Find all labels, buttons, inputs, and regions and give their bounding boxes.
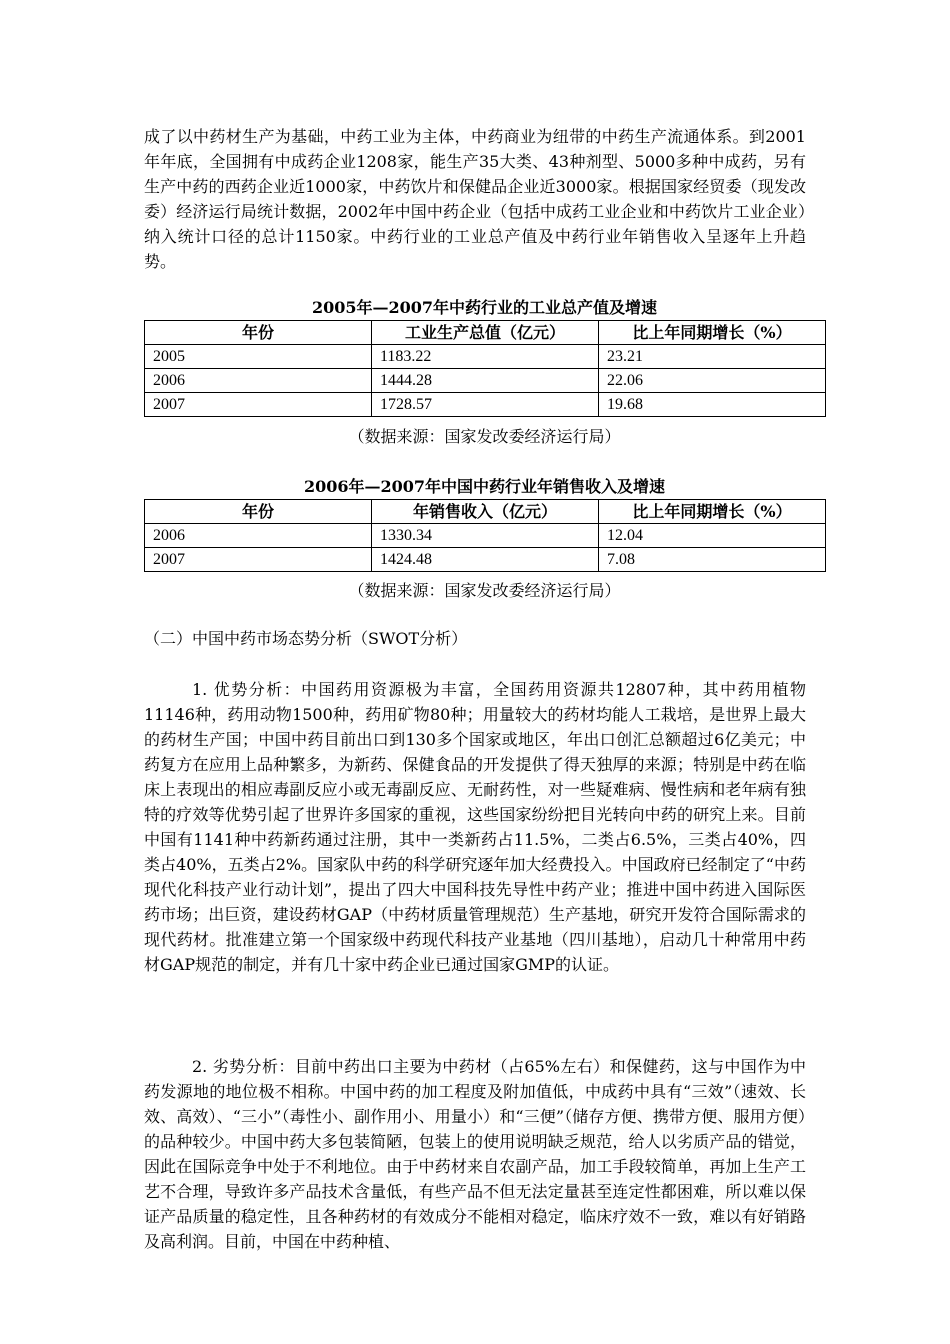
table-row <box>145 393 826 417</box>
table-row <box>145 548 826 572</box>
table-header-row <box>145 500 826 524</box>
intro-paragraph: 成了以中药材生产为基础，中药工业为主体，中药商业为纽带的中药生产流通体系。到2001年年底，全国拥有中成药企业1208家，能生产35大类、43种剂型、5000多种中成药，另有生产中药的西药企业近1000家，中药饮片和保健品企业近3000家。根据国家经贸委（现发改委）经济运行局统计数据，2002年中国中药企业（包括中成药工业企业和中药饮片工业企业）纳入统计口径的总计1150家。中药行业的工业总产值及中药行业年销售收入呈逐年上升趋势。 <box>144 127 806 271</box>
sales-revenue-table <box>144 499 826 572</box>
cell-growth: 23.21 <box>599 345 826 369</box>
cell-year: 2007 <box>145 393 372 417</box>
cell-value: 1330.34 <box>372 524 599 548</box>
table-header-row <box>145 321 826 345</box>
section-heading: （二）中国中药市场态势分析（SWOT分析） <box>144 629 468 648</box>
header-growth: 比上年同期增长（%） <box>599 321 826 345</box>
strengths-paragraph: 1. 优势分析：中国药用资源极为丰富，全国药用资源共12807种，其中药用植物11146种，药用动物1500种，药用矿物80种；用量较大的药材均能人工栽培，是世界上最大的药材生产国；中国中药目前出口到130多个国家或地区，年出口创汇总额超过6亿美元；中药复方在应用上品种繁多，为新药、保健食品的开发提供了得天独厚的来源；特别是中药在临床上表现出的相应毒副反应小或无毒副反应、无耐药性，对一些疑难病、慢性病和老年病有独特的疗效等优势引起了世界许多国家的重视，这些国家纷纷把目光转向中药的研究上来。目前中国有1141种中药新药通过注册，其中一类新药占11.5%，二类占6.5%，三类占40%，四类占40%，五类占2%。国家队中药的科学研究逐年加大经费投入。中国政府已经制定了“中药现代化科技产业行动计划”，提出了四大中国科技先导性中药产业；推进中国中药进入国际医药市场；出巨资，建设药材GAP（中药材质量管理规范）生产基地，研究开发符合国际需求的现代药材。批准建立第一个国家级中药现代科技产业基地（四川基地），启动几十种常用中药材GAP规范的制定，并有几十家中药企业已通过国家GMP的认证。 <box>144 680 806 974</box>
header-sales: 年销售收入（亿元） <box>372 500 599 524</box>
cell-year: 2007 <box>145 548 372 572</box>
production-value-table <box>144 320 826 417</box>
cell-value: 1444.28 <box>372 369 599 393</box>
cell-growth: 12.04 <box>599 524 826 548</box>
cell-growth: 19.68 <box>599 393 826 417</box>
header-year: 年份 <box>145 321 372 345</box>
cell-value: 1728.57 <box>372 393 599 417</box>
header-year: 年份 <box>145 500 372 524</box>
cell-growth: 22.06 <box>599 369 826 393</box>
cell-year: 2006 <box>145 524 372 548</box>
cell-year: 2006 <box>145 369 372 393</box>
cell-value: 1424.48 <box>372 548 599 572</box>
table1-caption: 2005年—2007年中药行业的工业总产值及增速 <box>311 298 658 317</box>
weaknesses-paragraph: 2. 劣势分析：目前中药出口主要为中药材（占65%左右）和保健药，这与中国作为中药发源地的地位极不相称。中国中药的加工程度及附加值低，中成药中具有“三效”（速效、长效、高效）、“三小”（毒性小、副作用小、用量小）和“三便”（储存方便、携带方便、服用方便）的品种较少。中国中药大多包装简陋，包装上的使用说明缺乏规范，给人以劣质产品的错觉，因此在国际竞争中处于不利地位。由于中药材来自农副产品，加工手段较简单，再加上生产工艺不合理，导致许多产品技术含量低，有些产品不但无法定量甚至连定性都困难，所以难以保证产品质量的稳定性，且各种药材的有效成分不能相对稳定，临床疗效不一致，难以有好销路及高利润。目前，中国在中药种植、 <box>144 1057 806 1251</box>
table2-caption: 2006年—2007年中国中药行业年销售收入及增速 <box>303 477 666 496</box>
table-row <box>145 369 826 393</box>
header-growth: 比上年同期增长（%） <box>599 500 826 524</box>
table1-source: （数据来源：国家发改委经济运行局） <box>348 427 621 446</box>
header-output-value: 工业生产总值（亿元） <box>372 321 599 345</box>
cell-growth: 7.08 <box>599 548 826 572</box>
table-row <box>145 345 826 369</box>
table-row <box>145 524 826 548</box>
table2-source: （数据来源：国家发改委经济运行局） <box>348 581 621 600</box>
cell-value: 1183.22 <box>372 345 599 369</box>
cell-year: 2005 <box>145 345 372 369</box>
